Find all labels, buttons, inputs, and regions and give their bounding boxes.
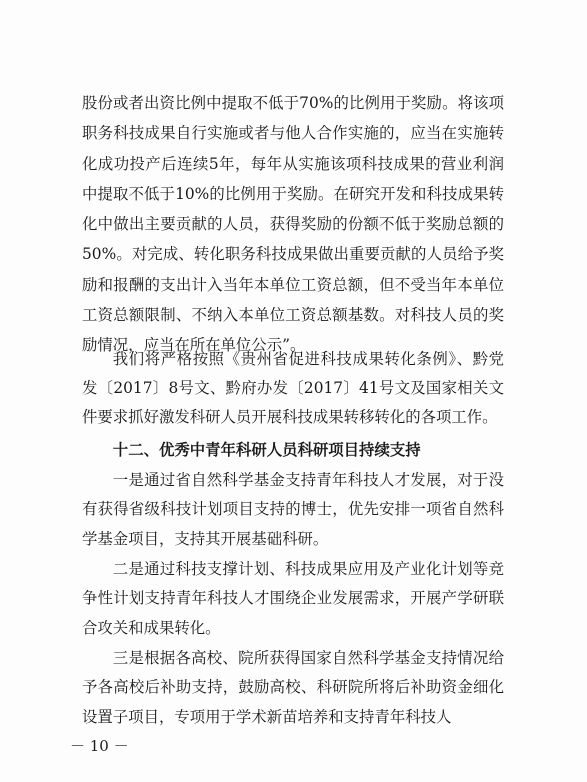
section-item-3: 三是根据各高校、院所获得国家自然科学基金支持情况给予各高校后补助支持，鼓励高校、科研院所将后补助资金细化设置子项目，专项用于学术新苗培养和支持青年科技人: [82, 649, 504, 726]
page-number: － 10 －: [70, 737, 129, 755]
section-heading: 十二、优秀中青年科研人员科研项目持续支持: [112, 441, 421, 459]
section-item-1: 一是通过省自然科学基金支持青年科技人才发展，对于没有获得省级科技计划项目支持的博士，优先安排一项省自然科学基金项目，支持其开展基础科研。: [82, 471, 504, 548]
body-paragraph: 我们将严格按照《贵州省促进科技成果转化条例》、黔党发〔2017〕8号文、黔府办发〔2017〕41号文及国家相关文件要求抓好激发科研人员开展科技成果转移转化的各项工作。: [82, 350, 504, 426]
body-paragraph-continued: 股份或者出资比例中提取不低于70%的比例用于奖励。将该项职务科技成果自行实施或者与他人合作实施的，应当在实施转化成功投产后连续5年，每年从实施该项科技成果的营业利润中提取不低于10%的比例用于奖励。在研究开发和科技成果转化中做出主要贡献的人员，获得奖励的份额不低于奖励总额的50%。对完成、转化职务科技成果做出重要贡献的人员给予奖励和报酬的支出计入当年本单位工资总额，但不受当年本单位工资总额限制、不纳入本单位工资总额基数。对科技人员的奖励情况，应当在所在单位公示”。: [82, 94, 504, 355]
section-item-2: 二是通过科技支撑计划、科技成果应用及产业化计划等竞争性计划支持青年科技人才围绕企业发展需求，开展产学研联合攻关和成果转化。: [82, 560, 504, 637]
